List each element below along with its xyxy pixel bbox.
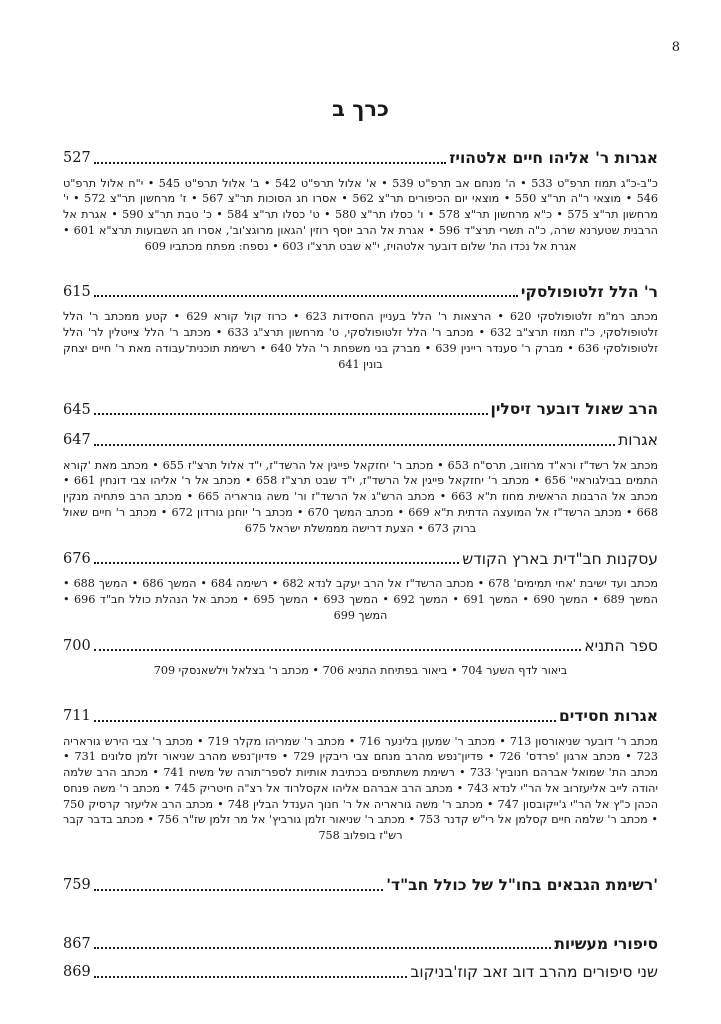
toc-entry <box>63 400 658 419</box>
toc-entry-title: ספר התניא <box>584 636 658 655</box>
toc-entry-title: אגרות חסידים <box>558 705 658 725</box>
toc-entry <box>63 935 658 954</box>
toc-entry-title: אגרות <box>618 430 658 449</box>
dot-leader <box>94 649 582 651</box>
toc-entry-summary: מכתב רמ"מ זלטופולסקי 620 • הרצאות ר' הלל בעניין החסידות 623 • כרוז קול קורא 629 • קטע ממכתב ר' הלל זלטופולסקי, כ"ז תמוז תרצ"ב 632 • מכתב ר' הלל זלטופולסקי, ט' מרחשון תרצ"ג 633 • מכתב ר' הלל צייטלין לר' הלל זלטופולסקי 636 • מברק ר' סענדר ריינין 639 • מברק בני משפחת ר' הלל 640 • רשימת תוכנית־עבודה מאת ר' חיים יצחק בונין 641 <box>63 310 658 371</box>
toc-page-number: 869 <box>63 964 91 981</box>
dot-leader <box>94 562 460 564</box>
toc-entry <box>63 431 658 450</box>
table-of-contents <box>63 149 658 982</box>
toc-entry-summary: ביאור לדף השער 704 • ביאור בפתיחת התניא 706 • מכתב ר' בצלאל וילשאנסקי 709 <box>153 664 568 678</box>
toc-page-number: 645 <box>63 401 91 418</box>
toc-entry <box>63 550 658 569</box>
dot-leader <box>94 947 552 949</box>
volume-title: כרך ב <box>332 96 389 121</box>
dot-leader <box>94 413 488 415</box>
dot-leader <box>94 162 447 164</box>
toc-entry-title: 'רשימת הגבאים בחו"ל של כולל חב"ד' <box>386 875 658 895</box>
toc-entry <box>63 637 658 656</box>
toc-page-number: 527 <box>63 150 91 167</box>
toc-entry-title: עסקנות חב"דית בארץ הקודש <box>462 549 658 568</box>
toc-entry <box>63 707 658 726</box>
toc-entry-summary: מכתב ר' דובער שניאורסון 713 • מכתב ר' שמעון בלינער 716 • מכתב ר' שמריהו מקלר 719 • מכתב ר' צבי הירש גוראריה 723 • מכתב ארגון 'פרדס' 726 • פדיון־נפש מהרב מנחם צבי ריבקין 729 • פדיון־נפש מהרב שניאור זלמן סלונים 731 • מכתב הת' שמואל אברהם חנוביץ' 733 • רשימת משתתפים בכתיבת אותיות לספר־תורה של משיח 741 • מכתב הרב שלמה יהודה לייב אליעזרוב אל הר"י לנדא 743 • מכתב הרב אברהם אליהו אקסלרוד אל רצ"ה חיטריק 745 • מכתב ר' משה פנחס הכהן כ"ץ אל הר"י ג'ייקובסון 747 • מכתב ר' משה גוראריה אל ר' חנוך הענדל הבלין 748 • מכתב הרב אליעזר קרסיק 750 • מכתב ר' שלמה חיים קסלמן אל רי"ש קדנר 753 • מכתב ר' שניאור זלמן גורביץ' אל מר זלמן שז"ר 756 • מכתב בדבר קבר רש"ז בופלוב 758 <box>63 734 659 843</box>
toc-entry <box>63 149 658 168</box>
dot-leader <box>94 720 556 722</box>
toc-page-number: 700 <box>63 637 91 654</box>
dot-leader <box>94 444 615 446</box>
toc-entry-title: ר' הלל זלטופולסקי <box>520 281 658 301</box>
toc-entry <box>63 283 658 302</box>
toc-entry-summary: מכתב אל רשד"ז ורא"ד מרוזוב, תרס"ח 653 • מכתב ר' יחזקאל פייגין אל הרשד"ז, י"ד אלול תרצ"ז 655 • מכתב מאת 'קורא התמים בבילגוראיי' 656 • מכתב ר' יחזקאל פייגין אל הרשד"ז, י"ד שבט תרצ"ז 658 • מכתב אל ר' אליהו צבי דונחין 661 • מכתב אל הרבנות הראשית מחוז ת"א 663 • מכתב הרש"ג אל הרשד"ז ור' משה גוראריה 665 • מכתב הרב פתחיה מנקין 668 • מכתב הרשד"ז אל המועצה הדתית ת"א 669 • מכתב המשך 670 • מכתב ר' יוחנן גורדון 672 • מכתב ר' חיים שאול ברוק 673 • הצעת דרישה מממשלת ישראל 675 <box>63 458 659 535</box>
toc-page-number: 676 <box>63 550 91 567</box>
toc-entry-summary: מכתב ועד ישיבת 'אחי תמימים' 678 • מכתב הרשד"ז אל הרב יעקב לנדא 682 • רשימה 684 • המשך 686 • המשך 688 • המשך 689 • המשך 690 • המשך 691 • המשך 692 • המשך 693 • המשך 695 • מכתב אל הנהלת כולל חב"ד 696 • המשך 699 <box>63 577 658 622</box>
page-number: 8 <box>671 40 680 55</box>
toc-page-number: 711 <box>63 708 91 725</box>
toc-page-number: 759 <box>63 877 91 894</box>
toc-entry-summary: כ"ב-כ"ג תמוז תרפ"ט 533 • ה' מנחם אב תרפ"ט 539 • א' אלול תרפ"ט 542 • ב' אלול תרפ"ט 545 • י"ח אלול תרפ"ט 546 • מוצאי ר"ה תר"צ 550 • מוצאי יום הכיפורים תר"צ 562 • אסרו חג הסוכות תר"צ 567 • ז' מרחשון תר"צ 572 • י' מרחשון תר"צ 575 • כ"א מרחשון תר"צ 578 • ו' כסלו תר"צ 580 • ט' כסלו תר"צ 584 • כ' טבת תר"צ 590 • אגרת אל הרבנית שטערנא שרה, כ"ה תשרי תרצ"ד 596 • אגרת אל הרב יוסף רוזין 'הגאון מרוגצ'וב', אסרו חג השבועות תרצ"א 601 • אגרת אל נכדו הת' שלום דובער אלטהויז, י"א שבט תרצ"ו 603 • נספח: מפתח מכתביו 609 <box>63 176 658 253</box>
toc-entry-title: הרב שאול דובער זיסלין <box>490 399 658 419</box>
dot-leader <box>94 889 384 891</box>
toc-entry-title: סיפורי מעשיות <box>554 933 658 953</box>
toc-entry-title: אגרות ר' אליהו חיים אלטהויז <box>449 148 658 167</box>
toc-entry <box>63 876 658 895</box>
toc-page-number: 867 <box>63 935 91 952</box>
toc-page-number: 647 <box>63 432 91 449</box>
dot-leader <box>94 295 518 297</box>
toc-page-number: 615 <box>63 283 91 300</box>
dot-leader <box>94 976 408 978</box>
toc-entry-title: שני סיפורים מהרב דוב זאב קוז'בניקוב <box>410 963 658 982</box>
toc-entry <box>63 963 658 982</box>
